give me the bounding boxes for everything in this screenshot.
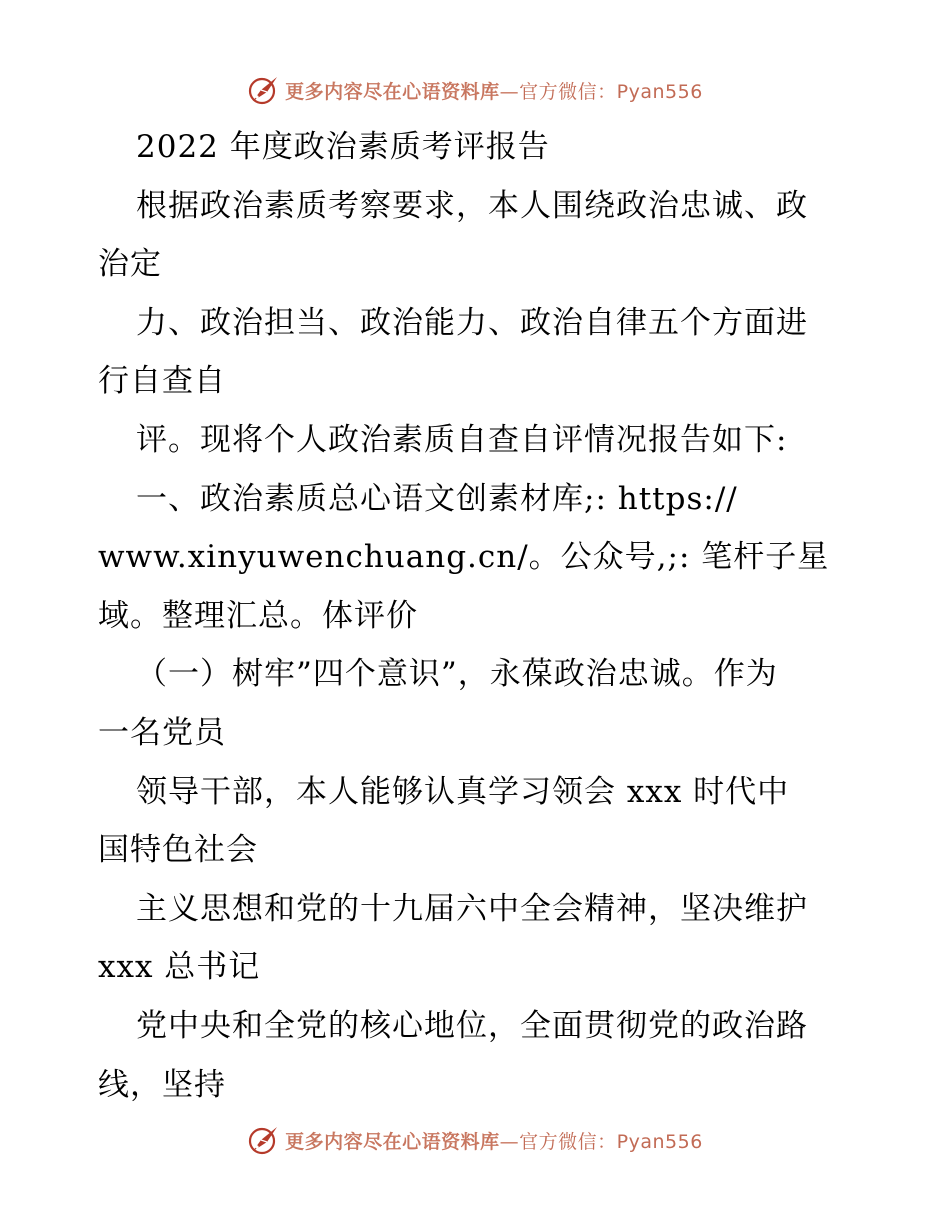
watermark-site-text: 更多内容尽在心语资料库 (285, 1130, 500, 1153)
quill-pen-logo-icon (247, 73, 281, 107)
document-line: 党中央和全党的核心地位，全面贯彻党的政治路 (136, 1007, 808, 1044)
document-line: 领导干部，本人能够认真学习领会 xxx 时代中 (136, 773, 790, 810)
watermark-separator: — (499, 1130, 520, 1153)
document-line: 力、政治担当、政治能力、政治自律五个方面进 (136, 304, 808, 341)
document-line: 域。整理汇总。体评价 (98, 597, 418, 634)
watermark-wechat-text: 官方微信：Pyan556 (519, 1130, 703, 1153)
watermark-text (285, 77, 703, 104)
document-line: 一名党员 (98, 714, 226, 751)
document-line: 一、政治素质总心语文创素材库;: https:// (136, 480, 738, 517)
document-line: 行自查自 (98, 363, 226, 400)
watermark-site-text: 更多内容尽在心语资料库 (285, 80, 500, 103)
document-line: 国特色社会 (98, 832, 258, 869)
document-line: www.xinyuwenchuang.cn/。公众号,;: 笔杆子星 (98, 539, 830, 576)
quill-pen-logo-icon (247, 1123, 281, 1157)
document-line: 主义思想和党的十九届六中全会精神，坚决维护 (136, 890, 808, 927)
document-line: xxx 总书记 (98, 949, 261, 986)
document-line: 治定 (98, 246, 162, 283)
document-line: （一）树牢”四个意识”，永葆政治忠诚。作为 (136, 656, 778, 693)
watermark-separator: — (499, 80, 520, 103)
watermark-text (285, 1127, 703, 1154)
document-line: 线，坚持 (98, 1066, 226, 1103)
footer-watermark (0, 1120, 950, 1160)
document-body (98, 118, 868, 1114)
document-title: 2022 年度政治素质考评报告 (136, 129, 550, 165)
header-watermark (0, 70, 950, 110)
document-line: 评。现将个人政治素质自查自评情况报告如下: (136, 421, 788, 458)
document-line: 根据政治素质考察要求，本人围绕政治忠诚、政 (136, 187, 808, 224)
watermark-wechat-text: 官方微信：Pyan556 (519, 80, 703, 103)
